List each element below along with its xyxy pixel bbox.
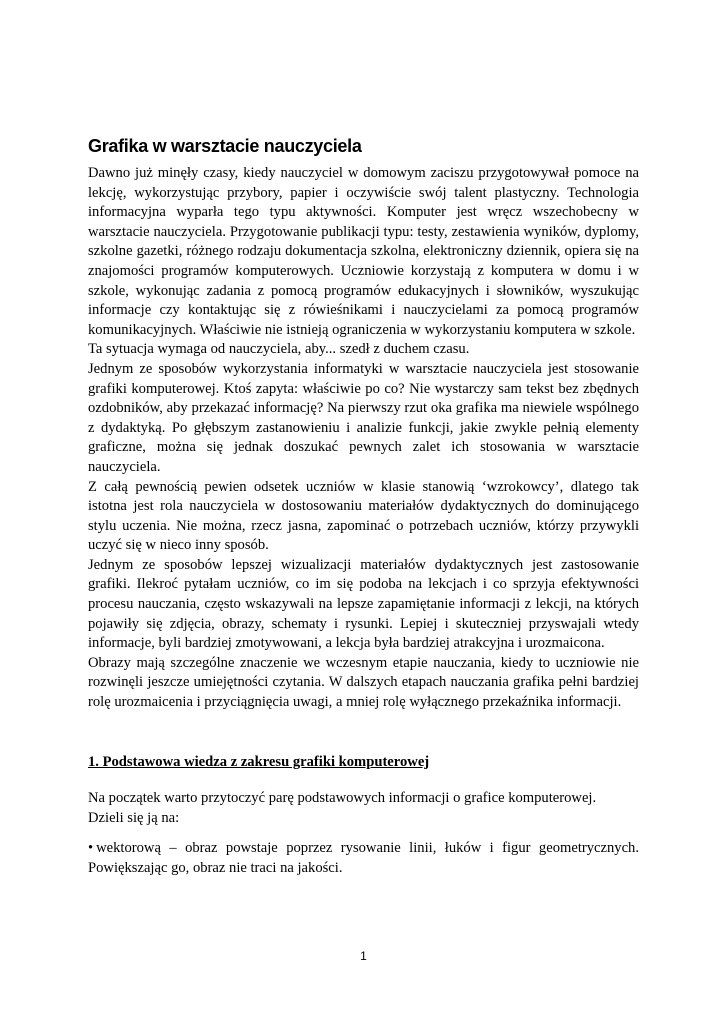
paragraph-visual-learners: Z całą pewnością pewien odsetek uczniów w klasie stanowią ‘wzrokowcy’, dlatego tak istotna jest rola nauczyciela w dostosowaniu materiałów dydaktycznych do dominującego stylu uczenia. Nie można, rzecz jasna, zapominać o potrzebach uczniów, którzy przywykli uczyć się w nieco inny sposób.: [88, 478, 639, 554]
paragraph-images-early-stage: Obrazy mają szczególne znaczenie we wczesnym etapie nauczania, kiedy to uczniowie nie rozwinęli jeszcze umiejętności czytania. W dalszych etapach nauczania grafika pełni bardziej rolę urozmaicenia i przyciągnięcia uwagi, a mniej rolę wyłącznego przekaźnika informacji.: [88, 654, 639, 711]
paragraph-intro: Dawno już minęły czasy, kiedy nauczyciel w domowym zaciszu przygotowywał pomoce na lekcję, wykorzystując przybory, papier i oczywiście swój talent plastyczny. Technologia informacyjna wyparła tego typu aktywności. Komputer jest wręcz wszechobecny w warsztacie nauczyciela. Przygotowanie publikacji typu: testy, zestawienia wyników, dyplomy, szkolne gazetki, różnego rodzaju dokumentacja szkolna, elektroniczny dziennik, opiera się na znajomości programów komputerowych. Uczniowie korzystają z komputera w domu i w szkole, wykonując zadania z pomocą programów edukacyjnych i słowników, wyszukując informacje czy kontaktując się z rówieśnikami i nauczycielami za pomocą programów komunikacyjnych. Właściwie nie istnieją ograniczenia w wykorzystaniu komputera w szkole.: [88, 165, 639, 338]
section-intro: [88, 788, 639, 828]
paragraph-visualization: Jednym ze sposobów lepszej wizualizacji materiałów dydaktycznych jest zastosowanie grafiki. Ilekroć pytałam uczniów, co im się podoba na lekcjach i co sprzyja efektywności procesu nauczania, często wskazywali na lepsze zapamiętanie informacji z lekcji, na których pojawiły się zdjęcia, obrazy, schematy i rysunki. Lepiej i skuteczniej przyswajali wtedy informacje, byli bardziej zmotywowani, a lekcja była bardziej atrakcyjna i urozmaicona.: [88, 556, 639, 652]
bullet-list: [88, 838, 639, 878]
bullet-icon: •: [88, 840, 94, 856]
document-title: Grafika w warsztacie nauczyciela: [88, 136, 362, 156]
list-item: [88, 838, 639, 878]
section-intro-line: Na początek warto przytoczyć parę podstawowych informacji o grafice komputerowej.: [88, 790, 597, 806]
paragraph-computer-graphics: Jednym ze sposobów wykorzystania informatyki w warsztacie nauczyciela jest stosowanie grafiki komputerowej. Ktoś zapyta: właściwie po co? Nie wystarczy sam tekst bez zbędnych ozdobników, aby przekazać informację? Na pierwszy rzut oka grafika ma niewiele wspólnego z dydaktyką. Po głębszym zastanowieniu i analizie funkcji, jakie zwykle pełnią elementy graficzne, można się jednak doszukać pewnych zalet ich stosowania w warsztacie nauczyciela.: [88, 360, 639, 475]
page-number: 1: [360, 949, 367, 963]
section-intro-line: Dzieli się ją na:: [88, 810, 180, 826]
section-heading: 1. Podstawowa wiedza z zakresu grafiki komputerowej: [88, 754, 430, 770]
body-text: [88, 164, 639, 713]
bullet-text: wektorową – obraz powstaje poprzez rysowanie linii, łuków i figur geometrycznych. Powiększając go, obraz nie traci na jakości.: [88, 840, 639, 876]
paragraph-zeitgeist: Ta sytuacja wymaga od nauczyciela, aby... szedł z duchem czasu.: [88, 341, 470, 358]
